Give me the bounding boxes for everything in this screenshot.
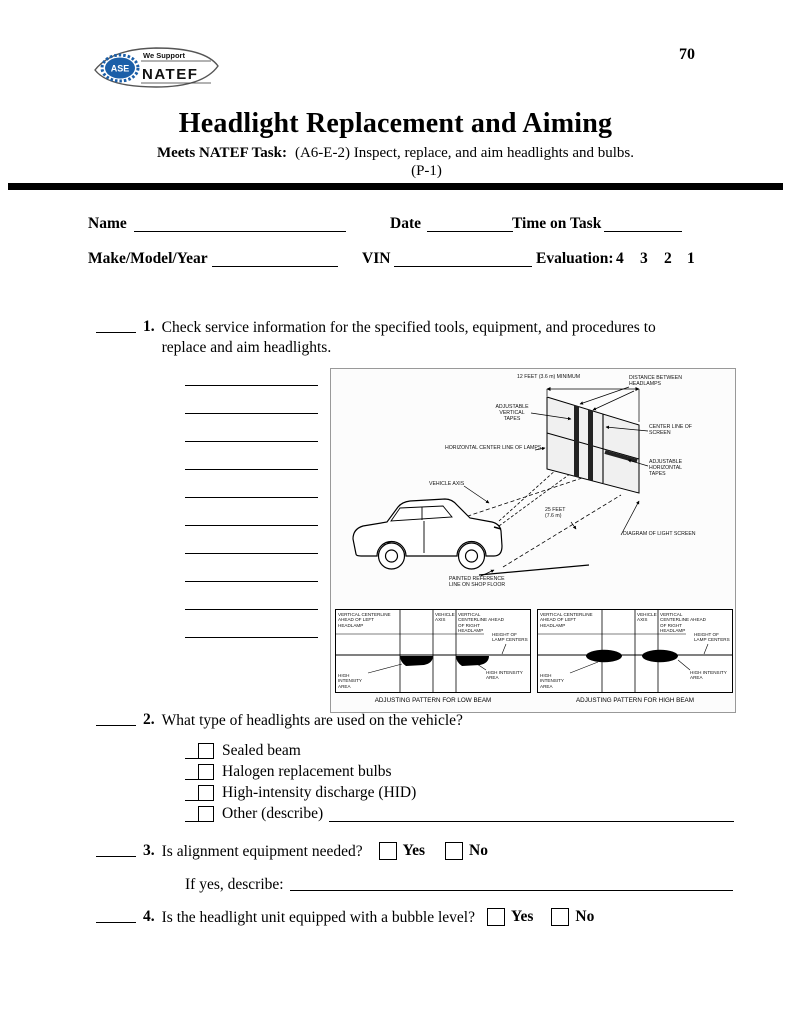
diagram-label-vehicle-axis: VEHICLE AXIS — [429, 481, 465, 487]
diagram-label-distance-between-headlamps: DISTANCE BETWEEN HEADLAMPS — [629, 375, 682, 388]
natef-text: NATEF — [142, 66, 199, 83]
q1-number: 1. — [143, 318, 155, 335]
priority-rating: (P-1) — [411, 163, 442, 179]
question-3 — [96, 842, 488, 862]
q3-if-yes-row — [185, 876, 733, 894]
we-support-text: We Support — [143, 51, 185, 60]
natef-logo — [93, 44, 221, 92]
time-on-task-label: Time on Task — [512, 215, 602, 232]
low-beam-panel — [335, 609, 531, 693]
time-on-task-field[interactable] — [604, 216, 682, 232]
other-checkbox[interactable] — [198, 806, 214, 822]
evaluation-label: Evaluation: — [536, 250, 614, 267]
form-row-2 — [0, 250, 791, 272]
q2-text: What type of headlights are used on the vehicle? — [161, 712, 463, 729]
q3-yes-label: Yes — [402, 842, 426, 859]
natef-logo-art — [93, 44, 221, 92]
halogen-checkbox[interactable] — [198, 764, 214, 780]
light-screen — [547, 397, 639, 493]
q4-no-checkbox[interactable] — [551, 908, 569, 926]
natef-task-line — [0, 145, 791, 162]
vin-label: VIN — [362, 250, 391, 267]
write-line[interactable] — [185, 526, 318, 554]
panel-label-height-of-lamp-centers: HEIGHT OF LAMP CENTERS — [492, 632, 528, 643]
panel-label-high-intensity-right: HIGH INTENSITY AREA — [690, 670, 727, 681]
ase-badge-text: ASE — [110, 63, 130, 74]
q4-text: Is the headlight unit equipped with a bubble level? — [161, 909, 475, 926]
option-tick-line — [185, 785, 198, 801]
panel-label-vcl-left: VERTICAL CENTERLINE AHEAD OF LEFT HEADLAMP — [338, 612, 391, 628]
diagram-label-center-line-of-screen: CENTER LINE OF SCREEN — [649, 424, 692, 437]
write-line[interactable] — [185, 470, 318, 498]
high-beam-panel — [537, 609, 733, 693]
write-line[interactable] — [185, 414, 318, 442]
q4-yes-label: Yes — [511, 908, 534, 925]
option-tick-line — [185, 743, 198, 759]
car-drawing — [353, 499, 502, 569]
panel-label-vcl-left: VERTICAL CENTERLINE AHEAD OF LEFT HEADLAMP — [540, 612, 593, 628]
question-1 — [96, 318, 662, 358]
sealed-beam-checkbox[interactable] — [198, 743, 214, 759]
question-4 — [96, 908, 594, 928]
other-describe-field[interactable] — [329, 806, 734, 822]
date-field[interactable] — [427, 216, 513, 232]
panel-label-high-intensity-right: HIGH INTENSITY AREA — [486, 670, 523, 681]
date-label: Date — [390, 215, 421, 232]
option-row-other — [185, 801, 734, 822]
diagram-label-adjustable-horizontal-tapes: ADJUSTABLE HORIZONTAL TAPES — [649, 459, 683, 478]
if-yes-describe-field[interactable] — [290, 876, 733, 891]
write-line[interactable] — [185, 442, 318, 470]
q2-number: 2. — [143, 711, 155, 728]
diagram-label-diagram-of-light-screen: DIAGRAM OF LIGHT SCREEN — [623, 531, 696, 537]
name-field[interactable] — [134, 216, 346, 232]
q4-yes-checkbox[interactable] — [487, 908, 505, 926]
option-row-halogen — [185, 759, 734, 780]
high-beam-caption: ADJUSTING PATTERN FOR HIGH BEAM — [575, 697, 694, 704]
write-line[interactable] — [185, 610, 318, 638]
q4-check-blank[interactable] — [96, 908, 136, 923]
q2-options — [185, 738, 734, 822]
option-row-hid — [185, 780, 734, 801]
q3-number: 3. — [143, 842, 155, 859]
write-line[interactable] — [185, 582, 318, 610]
diagram-label-min-width: 12 FEET (3.6 m) MINIMUM — [517, 374, 581, 380]
question-2 — [96, 711, 463, 731]
diagram-label-adjustable-vertical-tapes: ADJUSTABLE VERTICAL TAPES — [495, 404, 529, 423]
diagram-label-painted-reference-line: PAINTED REFERENCE LINE ON SHOP FLOOR — [449, 576, 506, 589]
evaluation-score-4[interactable]: 4 — [616, 250, 624, 267]
panel-label-vehicle-axis: VEHICLE AXIS — [637, 612, 657, 623]
q3-text: Is alignment equipment needed? — [161, 843, 363, 860]
form-row-1 — [0, 215, 791, 237]
q2-check-blank[interactable] — [96, 711, 136, 726]
low-beam-caption: ADJUSTING PATTERN FOR LOW BEAM — [374, 697, 492, 704]
panel-label-vehicle-axis: VEHICLE AXIS — [435, 612, 455, 623]
diagram-label-distance-to-screen: 25 FEET (7.6 m) — [545, 507, 566, 520]
panel-label-vcl-right: VERTICAL CENTERLINE AHEAD OF RIGHT HEADLAMP — [458, 612, 504, 634]
option-tick-line — [185, 764, 198, 780]
option-tick-line — [185, 806, 198, 822]
option-label: Other (describe) — [222, 804, 324, 822]
evaluation-score-3[interactable]: 3 — [640, 250, 648, 267]
q1-check-blank[interactable] — [96, 318, 136, 333]
page-number: 70 — [679, 46, 695, 63]
q3-no-label: No — [469, 842, 488, 859]
headlight-aiming-diagram — [330, 368, 736, 713]
q4-number: 4. — [143, 908, 155, 925]
q4-no-label: No — [575, 908, 595, 925]
hid-checkbox[interactable] — [198, 785, 214, 801]
panel-label-high-intensity-left: HIGH INTENSITY AREA — [338, 673, 362, 689]
diagram-label-horizontal-center-line: HORIZONTAL CENTER LINE OF LAMPS — [445, 445, 542, 451]
option-row-sealed-beam — [185, 738, 734, 759]
option-label: Sealed beam — [222, 741, 301, 759]
aiming-diagram-art — [331, 369, 735, 607]
panel-label-vcl-right: VERTICAL CENTERLINE AHEAD OF RIGHT HEADLAMP — [660, 612, 706, 634]
write-line[interactable] — [185, 554, 318, 582]
divider-rule — [8, 183, 783, 190]
panel-label-height-of-lamp-centers: HEIGHT OF LAMP CENTERS — [694, 632, 730, 643]
name-label: Name — [88, 215, 127, 232]
task-label: Meets NATEF Task: — [156, 145, 287, 161]
write-line[interactable] — [185, 386, 318, 414]
q3-check-blank[interactable] — [96, 842, 136, 857]
worksheet-title: Headlight Replacement and Aiming — [178, 108, 613, 139]
q3-yes-checkbox[interactable] — [379, 842, 397, 860]
evaluation-score-1[interactable]: 1 — [687, 250, 695, 267]
make-model-year-field[interactable] — [212, 251, 338, 267]
evaluation-score-2[interactable]: 2 — [664, 250, 672, 267]
vin-field[interactable] — [394, 251, 532, 267]
q1-write-lines — [185, 358, 318, 638]
panel-label-high-intensity-left: HIGH INTENSITY AREA — [540, 673, 564, 689]
write-line[interactable] — [185, 498, 318, 526]
task-text: (A6-E-2) Inspect, replace, and aim headlights and bulbs. — [294, 145, 635, 161]
option-label: High-intensity discharge (HID) — [222, 783, 417, 801]
q3-no-checkbox[interactable] — [445, 842, 463, 860]
q1-text: Check service information for the specified tools, equipment, and procedures to replace and aim headlights. — [161, 319, 656, 357]
if-yes-label: If yes, describe: — [185, 876, 284, 893]
option-label: Halogen replacement bulbs — [222, 762, 392, 780]
make-model-year-label: Make/Model/Year — [88, 250, 208, 267]
write-line[interactable] — [185, 358, 318, 386]
